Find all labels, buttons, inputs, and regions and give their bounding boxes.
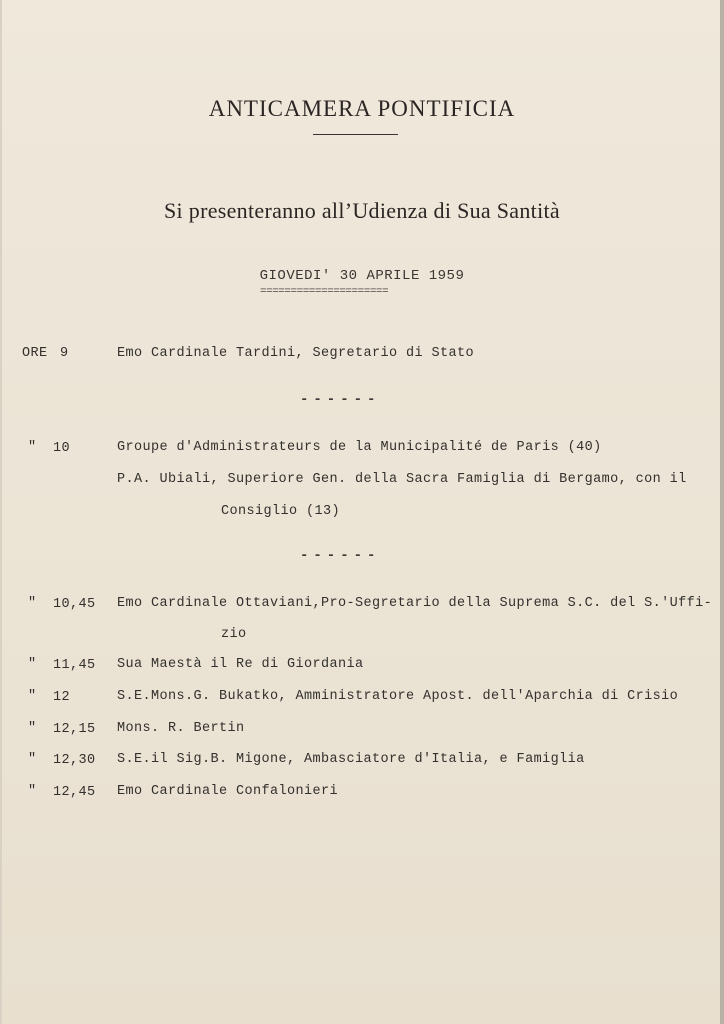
entry-hour: 12,30	[53, 753, 96, 768]
audience-date: GIOVEDI' 30 APRILE 1959	[259, 268, 465, 284]
entry-line: S.E.il Sig.B. Migone, Ambasciatore d'Italia, e Famiglia	[117, 752, 585, 767]
entry-line: Mons. R. Bertin	[117, 721, 245, 736]
entry-hour: 12,45	[53, 785, 96, 800]
title-underline	[313, 134, 398, 135]
entry-hour: 10,45	[53, 597, 96, 612]
entry-line: Groupe d'Administrateurs de la Municipalité de Paris (40)	[117, 440, 602, 455]
section-separator: ------	[300, 548, 381, 564]
entry-line: S.E.Mons.G. Bukatko, Amministratore Apost. dell'Aparchia di Crisio	[117, 689, 679, 704]
entry-line: Emo Cardinale Confalonieri	[117, 784, 339, 799]
document-subtitle: Si presenteranno all’Udienza di Sua Santità	[164, 198, 560, 223]
entry-hour: 11,45	[53, 658, 96, 673]
ditto-mark: "	[28, 752, 37, 767]
document-title: ANTICAMERA PONTIFICIA	[208, 96, 516, 121]
entry-line: Emo Cardinale Tardini, Segretario di Stato	[117, 346, 475, 361]
date-double-underline: =====================	[260, 288, 389, 296]
entry-line-continued: Consiglio (13)	[221, 504, 341, 519]
entry-line: Emo Cardinale Ottaviani,Pro-Segretario della Suprema S.C. del S.'Uffi-	[117, 596, 713, 611]
entry-line: Sua Maestà il Re di Giordania	[117, 657, 364, 672]
ditto-mark: "	[28, 657, 37, 672]
page-right-edge	[720, 0, 724, 1024]
page-left-edge	[0, 0, 2, 1024]
entry-hour: 12	[53, 690, 71, 705]
ditto-mark: "	[28, 721, 37, 736]
entry-line: P.A. Ubiali, Superiore Gen. della Sacra Famiglia di Bergamo, con il	[117, 472, 687, 487]
ditto-mark: "	[28, 784, 37, 799]
entry-hour: 10	[53, 441, 71, 456]
ditto-mark: "	[28, 689, 37, 704]
hour-label: ORE	[22, 346, 48, 361]
entry-hour: 12,15	[53, 722, 96, 737]
entry-line-continued: zio	[221, 627, 247, 642]
section-separator: ------	[300, 392, 381, 408]
ditto-mark: "	[28, 596, 37, 611]
entry-hour: 9	[60, 346, 69, 361]
ditto-mark: "	[28, 440, 37, 455]
